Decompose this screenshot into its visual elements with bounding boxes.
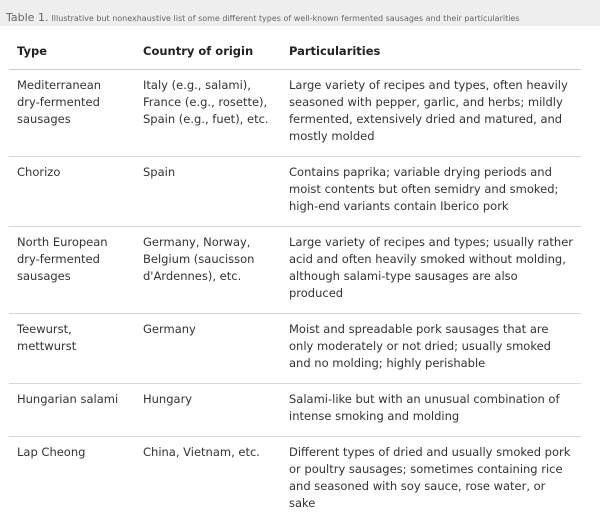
header-country-of-origin: Country of origin xyxy=(135,38,281,70)
cell-particularities: Moist and spreadable pork sausages that are only moderately or not dried; usually smoked and no molding; highly perishable xyxy=(281,314,581,384)
cell-type: Lap Cheong xyxy=(9,437,135,523)
cell-country: Spain xyxy=(135,157,281,227)
cell-type: Teewurst, mettwurst xyxy=(9,314,135,384)
cell-particularities: Contains paprika; variable drying periods and moist contents but often semidry and smoked; high-end variants contain Iberico pork xyxy=(281,157,581,227)
table-row xyxy=(9,437,581,523)
cell-country: China, Vietnam, etc. xyxy=(135,437,281,523)
cell-type: North European dry-fermented sausages xyxy=(9,227,135,314)
cell-country: Germany xyxy=(135,314,281,384)
cell-country: Germany, Norway, Belgium (saucisson d'Ardennes), etc. xyxy=(135,227,281,314)
cell-particularities: Large variety of recipes and types; usually rather acid and often heavily smoked without molding, although salami-type sausages are also produced xyxy=(281,227,581,314)
table-row xyxy=(9,70,581,157)
cell-particularities: Different types of dried and usually smoked pork or poultry sausages; sometimes containing rice and seasoned with soy sauce, rose water, or sake xyxy=(281,437,581,523)
table-caption-label: Table 1. xyxy=(6,11,48,24)
cell-particularities: Salami-like but with an unusual combination of intense smoking and molding xyxy=(281,384,581,437)
table-caption xyxy=(0,0,600,26)
table-row xyxy=(9,227,581,314)
table-row xyxy=(9,384,581,437)
cell-particularities: Large variety of recipes and types, often heavily seasoned with pepper, garlic, and herbs; mildly fermented, extensively dried and matured, and mostly molded xyxy=(281,70,581,157)
cell-type: Chorizo xyxy=(9,157,135,227)
cell-country: Italy (e.g., salami), France (e.g., rosette), Spain (e.g., fuet), etc. xyxy=(135,70,281,157)
cell-country: Hungary xyxy=(135,384,281,437)
table-caption-text: Illustrative but nonexhaustive list of some different types of well-known fermented sausages and their particularities xyxy=(51,14,519,23)
header-type: Type xyxy=(9,38,135,70)
table-header-row xyxy=(9,38,581,70)
table-row xyxy=(9,157,581,227)
cell-type: Mediterranean dry-fermented sausages xyxy=(9,70,135,157)
sausage-types-table xyxy=(9,38,581,523)
header-particularities: Particularities xyxy=(281,38,581,70)
table-row xyxy=(9,314,581,384)
cell-type: Hungarian salami xyxy=(9,384,135,437)
